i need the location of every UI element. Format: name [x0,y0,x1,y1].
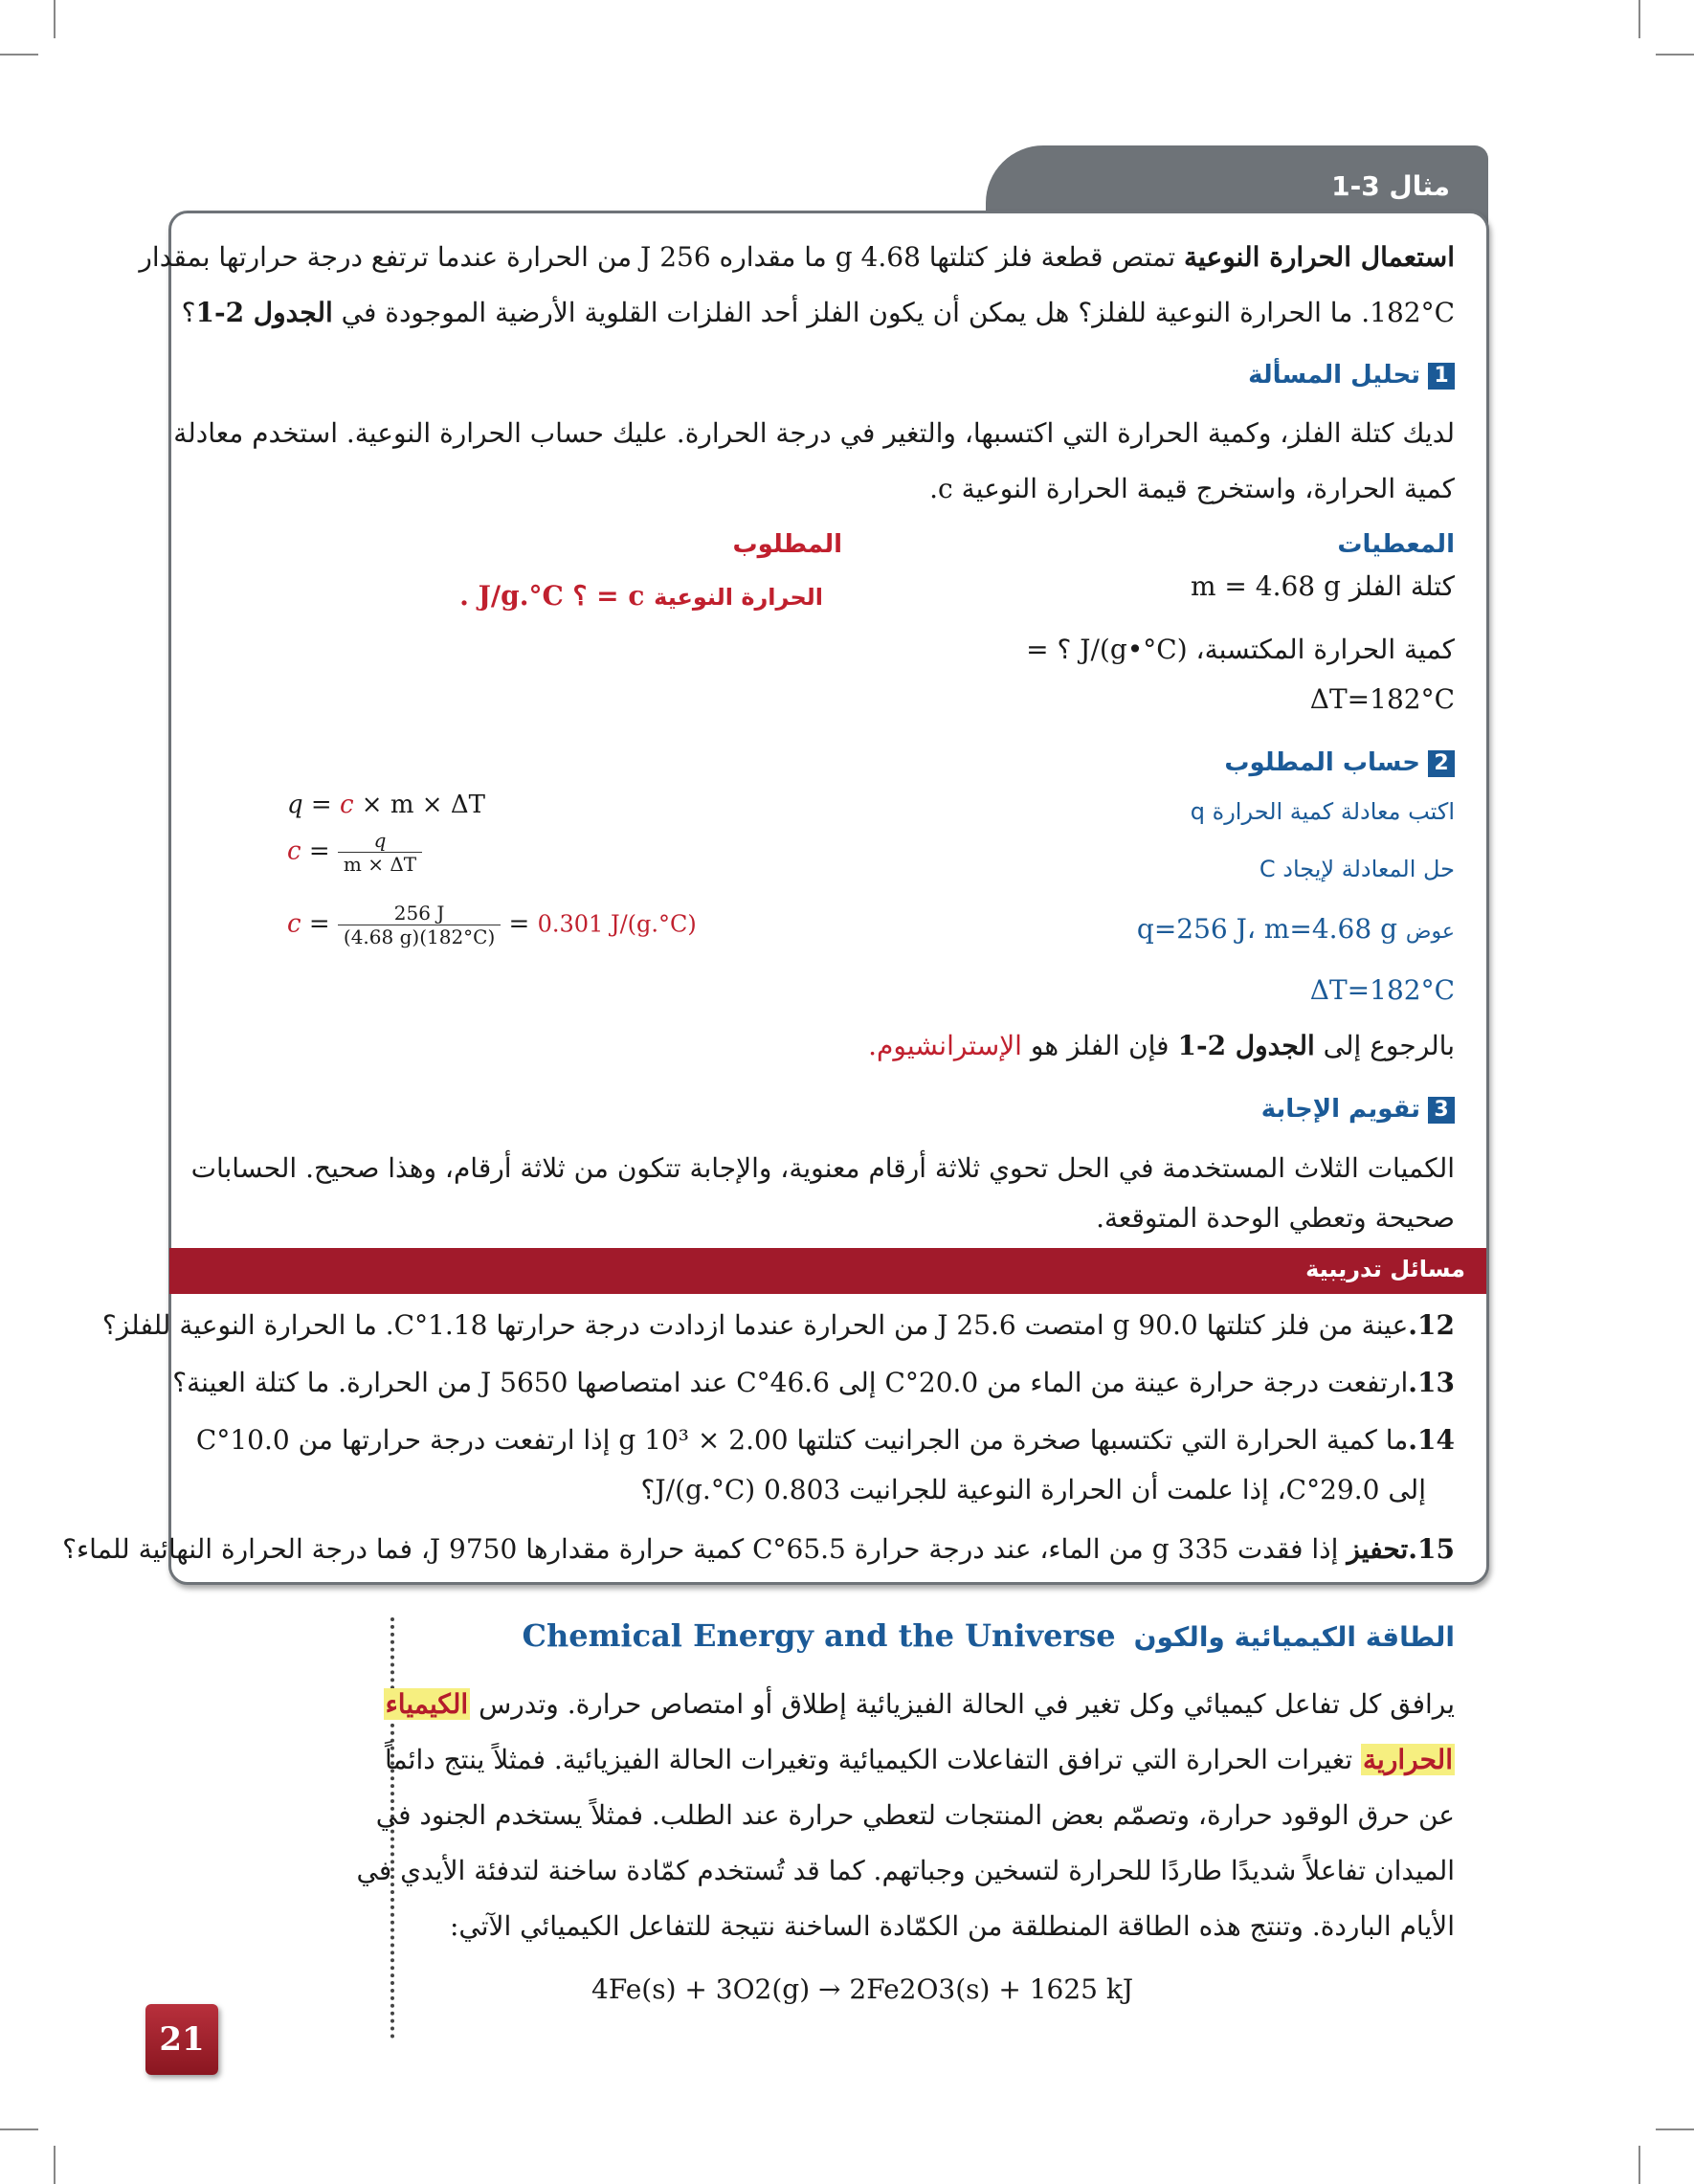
conclusion-text-b: فإن الفلز هو [1021,1030,1178,1061]
equation-solve-c: c = $\frac{q}{m \times \Delta T}$ [287,829,422,876]
practice-14 [196,1424,1455,1457]
crop-mark [1656,2128,1694,2130]
step3-heading [1261,1095,1455,1125]
step2-sub-dt: ΔT=182°C [1309,974,1455,1006]
eq3-numerator: 256 J [338,902,501,925]
practice-14-number: 14. [1408,1424,1455,1456]
eq3-denominator: (4.68 g)(182°C) [343,925,496,948]
practice-12 [102,1309,1455,1342]
step2-substitute [1137,913,1455,946]
eq3-fraction [338,902,501,948]
step3-title: تقويم الإجابة [1260,1095,1420,1124]
practice-15 [62,1533,1455,1566]
equation-heat: q = c × m × ΔT [287,791,485,819]
keyword-thermal: الحرارية [1363,1744,1453,1775]
known-heat: كمية الحرارة المكتسبة، J/(g•°C) ؟ = [1026,634,1455,665]
section-title-en: Chemical Energy and the Universe [522,1617,1116,1654]
problem-table-ref: الجدول 2-1 [195,297,333,328]
step2-number: 2 [1428,750,1455,777]
conclusion-metal: الإسترانشيوم. [868,1030,1022,1061]
eq1-q: q [287,791,303,819]
step3-number: 3 [1428,1097,1455,1124]
section-line-1 [384,1688,1455,1721]
step2-heading [1224,748,1455,778]
practice-14-line-2: إلى 29.0°C، إذا علمت أن الحرارة النوعية للجرانيت 0.803 J/(g.°C)؟ [640,1474,1426,1505]
crop-mark [54,2146,56,2184]
conclusion [868,1030,1455,1062]
practice-15-text: إذا فقدت 335 g من الماء، عند درجة حرارة 65.5°C كمية حرارة مقدارها 9750 J، فما درجة الحرارة النهائية للماء؟ [62,1533,1348,1565]
problem-title: استعمال الحرارة النوعية [1184,241,1455,273]
eq3-result: 0.301 J/(g.°C) [537,910,697,938]
eq1-c: c [339,791,354,819]
unknown-title: المطلوب [732,530,842,559]
problem-line-2 [182,297,1455,329]
equation-substituted: c = $\frac{256 J}{(4.68 g)(182^\circ C)}$ = 0.301 J/(g.°C) [287,902,697,948]
section-line-5: الأيام الباردة. وتنتج هذه الطاقة المنطلقة من الكمّادة الساخنة نتيجة للتفاعل الكيميائي الآتي: [449,1910,1455,1942]
practice-15-label: تحفيز [1347,1533,1409,1565]
section-text-2: تغيرات الحرارة التي ترافق التفاعلات الكيميائية وتغيرات الحالة الفيزيائية. فمثلاً ينتج دائماً [384,1744,1362,1775]
eq3-c: c [287,909,301,939]
reaction-equation: 4Fe(s) + 3O2(g) → 2Fe2O3(s) + 1625 kJ [591,1973,1134,2005]
step2-solve: حل المعادلة لإيجاد C [1259,856,1455,882]
step2-title: حساب المطلوب [1224,748,1420,777]
eq2-c: c [287,836,301,866]
crop-mark [0,54,38,56]
step1-title: تحليل المسألة [1248,361,1420,390]
practice-14-text-1: ما كمية الحرارة التي تكتسبها صخرة من الجرانيت كتلتها 2.00 × 10³ g إذا ارتفعت درجة حرارتها من 10.0°C [195,1424,1409,1456]
section-text-1: يرافق كل تفاعل كيميائي وكل تغير في الحالة الفيزيائية إطلاق أو امتصاص حرارة. وتدرس [470,1688,1455,1720]
page-number: 21 [145,2004,218,2075]
conclusion-text-a: بالرجوع إلى [1314,1030,1455,1061]
practice-title: مسائل تدريبية [1305,1256,1465,1282]
unknown-value: c = ؟ J/g.°C . [459,580,645,612]
crop-mark [54,0,56,38]
step1-number: 1 [1428,363,1455,390]
conclusion-table-ref: الجدول 2-1 [1177,1030,1315,1061]
known-delta-t: ΔT=182°C [1309,683,1455,715]
problem-line-1 [139,241,1455,274]
step2-write: اكتب معادلة كمية الحرارة q [1190,798,1455,825]
unknown-label: الحرارة النوعية [654,584,823,611]
practice-13-number: 13. [1408,1367,1455,1398]
crop-mark [1638,0,1640,38]
step1-line-1: لديك كتلة الفلز، وكمية الحرارة التي اكتسبها، والتغير في درجة الحرارة. عليك حساب الحرارة النوعية. استخدم معادلة [173,417,1455,449]
practice-13 [172,1367,1455,1399]
step1-heading [1248,361,1455,390]
crop-mark [1638,2146,1640,2184]
problem-text-2: 182°C. ما الحرارة النوعية للفلز؟ هل يمكن أن يكون الفلز أحد الفلزات القلوية الأرضية الموجودة في [332,297,1455,328]
section-line-2 [385,1744,1455,1776]
example-tab: مثال 3-1 [986,145,1488,228]
practice-12-number: 12. [1408,1309,1455,1341]
crop-mark [1656,54,1694,56]
problem-qmark: ؟ [181,297,196,328]
step3-line-1: الكميات الثلاث المستخدمة في الحل تحوي ثلاثة أرقام معنوية، والإجابة تتكون من ثلاثة أرقام، وهذا صحيح. الحسابات [190,1152,1455,1184]
section-line-3: عن حرق الوقود حرارة، وتصمّم بعض المنتجات لتعطي حرارة عند الطلب. فمثلاً يستخدم الجنود في [375,1799,1455,1831]
practice-15-number: 15. [1408,1533,1455,1565]
step2-sub-label: عوض [1405,920,1455,944]
problem-text-1: تمتص قطعة فلز كتلتها 4.68 g ما مقداره 256 J من الحرارة عندما ترتفع درجة حرارتها بمقدار [139,241,1176,273]
crop-mark [0,2128,38,2130]
eq2-fraction [338,829,422,876]
eq2-denominator: m × ΔT [343,853,417,876]
step3-line-2: صحيحة وتعطي الوحدة المتوقعة. [1096,1202,1455,1234]
practice-13-text: ارتفعت درجة حرارة عينة من الماء من 20.0°C إلى 46.6°C عند امتصاصها 5650 J من الحرارة. ما كتلة العينة؟ [172,1367,1409,1398]
step2-sub-values: q=256 J، m=4.68 g [1136,913,1397,945]
keyword-chemistry: الكيمياء [385,1688,469,1720]
eq1-rest: × m × ΔT [353,791,485,819]
section-title [522,1617,1455,1654]
known-mass: كتلة الفلز m = 4.68 g [1190,570,1455,602]
practice-bar [169,1248,1486,1294]
eq2-numerator: q [338,829,422,853]
step1-line-2: كمية الحرارة، واستخرج قيمة الحرارة النوعية c. [929,473,1455,504]
known-title: المعطيات [1337,530,1455,559]
practice-12-text: عينة من فلز كتلتها 90.0 g امتصت 25.6 J من الحرارة عندما ازدادت درجة حرارتها 1.18°C. ما الحرارة النوعية للفلز؟ [101,1309,1409,1341]
section-line-4: الميدان تفاعلاً شديدًا طاردًا للحرارة لتسخين وجباتهم. كما قد تُستخدم كمّادة ساخنة لتدفئة الأيدي في [356,1855,1455,1886]
unknown-line [459,580,823,613]
section-title-ar: الطاقة الكيميائية والكون [1133,1621,1455,1653]
